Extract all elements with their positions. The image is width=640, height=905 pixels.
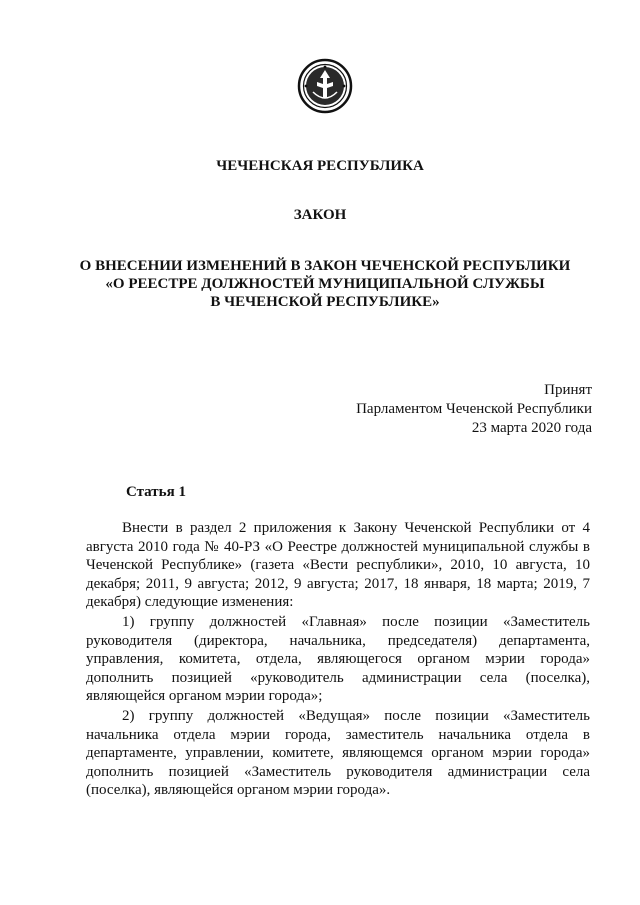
republic-heading: ЧЕЧЕНСКАЯ РЕСПУБЛИКА: [216, 158, 424, 174]
article-heading: Статья 1: [126, 484, 186, 500]
article-paragraph: 1) группу должностей «Главная» после позиции «Заместитель руководителя (директора, начальника, председателя) департамента, управления, комитета, отдела, являющегося органом мэрии города» дополнить позицией «руководитель администрации села (поселка), являющейся органом мэрии города»;: [86, 613, 590, 705]
article-paragraph: Внести в раздел 2 приложения к Закону Чеченской Республики от 4 августа 2010 года № 40-РЗ «О Реестре должностей муниципальной службы в Чеченской Республике» (газета «Вести республики», 2010, 10 августа, 10 декабря; 2011, 9 августа; 2012, 9 августа; 2017, 18 января, 18 марта; 2019, 7 декабря) следующие изменения:: [86, 520, 590, 611]
adoption-block: [356, 381, 592, 438]
law-title-line: О ВНЕСЕНИИ ИЗМЕНЕНИЙ В ЗАКОН ЧЕЧЕНСКОЙ РЕСПУБЛИКИ: [79, 258, 571, 274]
adoption-status: Принят: [544, 382, 592, 398]
law-title-line: В ЧЕЧЕНСКОЙ РЕСПУБЛИКЕ»: [210, 294, 440, 310]
law-title-line: «О РЕЕСТРЕ ДОЛЖНОСТЕЙ МУНИЦИПАЛЬНОЙ СЛУЖБЫ: [105, 276, 545, 292]
adoption-body: Парламентом Чеченской Республики: [356, 401, 592, 417]
coat-of-arms-seal-icon: [297, 58, 353, 114]
article-paragraph: 2) группу должностей «Ведущая» после позиции «Заместитель начальника отдела мэрии города, заместитель начальника отдела в департаменте, управлении, комитете, являющемся органом мэрии города» дополнить позицией «Заместитель руководителя администрации села (поселка), являющейся органом мэрии города».: [86, 707, 590, 799]
law-title: [50, 257, 600, 311]
article-body: [86, 519, 590, 801]
adoption-date: 23 марта 2020 года: [471, 420, 592, 436]
law-heading: ЗАКОН: [293, 207, 347, 223]
